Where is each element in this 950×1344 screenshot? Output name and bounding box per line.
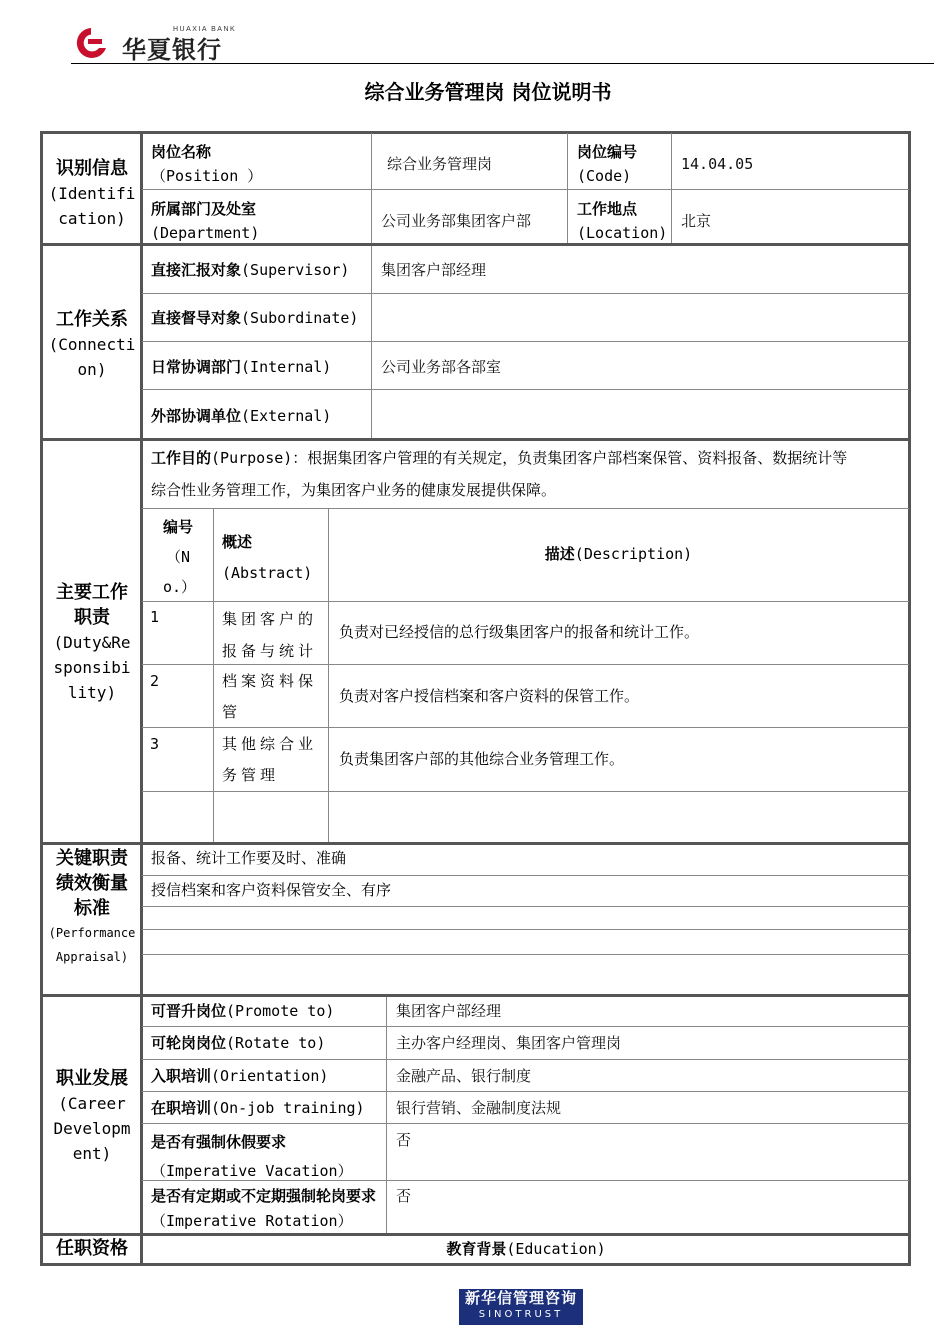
grid-line <box>567 133 568 244</box>
row-label-en: （Imperative Rotation） <box>151 1212 353 1230</box>
grid-line <box>371 133 372 244</box>
section-title: 关键职责绩效衡量标准 <box>56 848 128 919</box>
grid-line <box>142 601 909 602</box>
career-row-rotation <box>151 1184 376 1234</box>
row-label-cn: 是否有定期或不定期强制轮岗要求 <box>151 1187 377 1205</box>
row-label-en: (Orientation) <box>211 1067 329 1085</box>
section-performance <box>44 846 140 969</box>
duty-row-abstract: 集团客户的报备与统计 <box>222 610 318 660</box>
internal-value: 公司业务部各部室 <box>381 358 502 376</box>
document-title: 综合业务管理岗 岗位说明书 <box>364 80 612 104</box>
row-label-cn: 直接督导对象 <box>151 309 242 327</box>
grid-line <box>142 341 909 342</box>
grid-line <box>142 906 909 907</box>
connection-row-internal <box>151 355 331 379</box>
department-label-cn: 所属部门及处室 <box>151 200 257 218</box>
education-cn: 教育背景 <box>446 1240 507 1258</box>
career-row-onjob <box>151 1096 365 1120</box>
position-label-cn: 岗位名称 <box>151 143 212 161</box>
row-label-en: (Promote to) <box>226 1002 335 1020</box>
career-row-vacation <box>151 1128 353 1186</box>
department-label-en: (Department) <box>151 224 260 242</box>
col-header-no <box>146 512 210 602</box>
col-header-no-en: （No.） <box>163 548 197 596</box>
career-row-promote <box>151 999 334 1023</box>
rotate-value: 主办客户经理岗、集团客户管理岗 <box>396 1034 622 1052</box>
sinotrust-logo-cn: 新华信管理咨询 <box>464 1289 577 1307</box>
section-divider <box>140 131 143 1266</box>
orientation-value: 金融产品、银行制度 <box>396 1067 532 1085</box>
position-label-en: （Position ） <box>151 167 263 185</box>
duty-row-abstract: 其他综合业务管理 <box>222 735 318 784</box>
row-label-en: (Internal) <box>241 358 332 376</box>
code-value: 14.04.05 <box>681 155 754 173</box>
row-label-cn: 日常协调部门 <box>151 358 242 376</box>
grid-line <box>328 508 329 842</box>
performance-row: 授信档案和客户资料保管安全、有序 <box>151 881 392 899</box>
col-header-abstract <box>222 527 312 589</box>
grid-line <box>142 929 909 930</box>
section-identification <box>44 156 140 231</box>
section-subtitle: (Performance Appraisal) <box>48 926 136 964</box>
huaxia-bank-logo-icon <box>72 26 110 60</box>
location-value: 北京 <box>681 212 712 230</box>
section-subtitle: (Connection) <box>48 335 136 379</box>
grid-line <box>142 293 909 294</box>
duty-row-no: 1 <box>150 608 160 626</box>
connection-row-subordinate <box>151 306 358 330</box>
supervisor-value: 集团客户部经理 <box>381 261 487 279</box>
duty-row-no: 3 <box>150 735 160 753</box>
sinotrust-logo-en: SINOTRUST <box>478 1309 564 1320</box>
section-connection <box>44 307 140 382</box>
grid-line <box>386 997 387 1233</box>
position-value: 综合业务管理岗 <box>387 155 493 173</box>
grid-line <box>371 246 372 439</box>
row-label-en: （Imperative Vacation） <box>151 1162 353 1180</box>
code-label-en: (Code) <box>577 167 632 185</box>
section-subtitle: (Career Development) <box>53 1094 131 1163</box>
row-label-en: (Supervisor) <box>241 261 350 279</box>
location-label-cn: 工作地点 <box>577 200 638 218</box>
section-title: 职业发展 <box>56 1068 128 1089</box>
section-title: 识别信息 <box>56 158 128 179</box>
duty-row-description: 负责对已经授信的总行级集团客户的报备和统计工作。 <box>339 623 700 641</box>
location-label <box>577 197 667 245</box>
row-label-cn: 在职培训 <box>151 1099 212 1117</box>
department-label <box>151 197 259 245</box>
career-row-orientation <box>151 1064 328 1088</box>
connection-row-supervisor <box>151 258 349 282</box>
grid-line <box>142 1059 909 1060</box>
row-label-cn: 直接汇报对象 <box>151 261 242 279</box>
work-purpose <box>151 442 906 506</box>
grid-line <box>142 1123 909 1124</box>
grid-line <box>142 954 909 955</box>
grid-line <box>142 791 909 792</box>
onjob-value: 银行营销、金融制度法规 <box>396 1099 562 1117</box>
col-header-no-cn: 编号 <box>162 518 193 536</box>
section-duty <box>44 580 140 705</box>
header-rule <box>71 63 934 64</box>
section-title: 任职资格 <box>56 1238 128 1259</box>
duty-row-description: 负责对客户授信档案和客户资料的保管工作。 <box>339 687 640 705</box>
row-label-cn: 可晋升岗位 <box>151 1002 227 1020</box>
col-header-abstract-cn: 概述 <box>222 533 253 551</box>
col-header-abstract-en: (Abstract) <box>222 564 313 582</box>
section-rule <box>43 438 909 441</box>
grid-line <box>142 189 909 190</box>
code-label <box>577 140 637 188</box>
col-header-desc-cn: 描述 <box>544 545 575 563</box>
section-subtitle: (Duty&Responsibility) <box>53 633 131 702</box>
row-label-en: (Subordinate) <box>241 309 359 327</box>
section-subtitle: (Identification) <box>48 184 136 228</box>
duty-row-abstract: 档案资料保管 <box>222 672 318 721</box>
code-label-cn: 岗位编号 <box>577 143 638 161</box>
row-label-cn: 是否有强制休假要求 <box>151 1133 287 1151</box>
row-label-cn: 可轮岗岗位 <box>151 1034 227 1052</box>
duty-row-no: 2 <box>150 672 160 690</box>
row-label-cn: 外部协调单位 <box>151 407 242 425</box>
col-header-description <box>331 542 906 566</box>
rotation-value: 否 <box>396 1187 412 1205</box>
section-title: 主要工作职责 <box>56 582 128 628</box>
promote-value: 集团客户部经理 <box>396 1002 502 1020</box>
grid-line <box>142 1026 909 1027</box>
row-label-en: (On-job training) <box>211 1099 365 1117</box>
section-rule <box>43 994 909 997</box>
grid-line <box>671 133 672 244</box>
section-title: 工作关系 <box>56 309 128 330</box>
purpose-text-line1: 根据集团客户管理的有关规定，负责集团客户部档案保管、资料报备、数据统计等 <box>307 449 848 467</box>
row-label-en: (Rotate to) <box>226 1034 326 1052</box>
grid-line <box>142 875 909 876</box>
education-header <box>143 1237 909 1261</box>
section-qualification <box>44 1236 140 1261</box>
performance-row: 报备、统计工作要及时、准确 <box>151 849 347 867</box>
sinotrust-logo <box>459 1289 583 1325</box>
department-value: 公司业务部集团客户部 <box>381 212 532 230</box>
bank-name-en: HUAXIA BANK <box>173 26 237 33</box>
purpose-label-en: (Purpose)： <box>211 449 308 467</box>
grid-line <box>142 508 909 509</box>
grid-line <box>213 508 214 842</box>
education-en: (Education) <box>506 1240 606 1258</box>
row-label-cn: 入职培训 <box>151 1067 212 1085</box>
section-rule <box>43 842 909 845</box>
bank-name-cn: 华夏银行 <box>122 36 222 64</box>
col-header-desc-en: (Description) <box>574 545 693 563</box>
duty-row-description: 负责集团客户部的其他综合业务管理工作。 <box>339 750 625 768</box>
career-row-rotate <box>151 1031 325 1055</box>
vacation-value: 否 <box>396 1131 412 1149</box>
purpose-text-line2: 综合性业务管理工作，为集团客户业务的健康发展提供保障。 <box>151 481 557 499</box>
position-label <box>151 140 262 188</box>
location-label-en: (Location) <box>577 224 668 242</box>
section-career <box>44 1066 140 1166</box>
grid-line <box>142 389 909 390</box>
connection-row-external <box>151 404 331 428</box>
row-label-en: (External) <box>241 407 332 425</box>
purpose-label-cn: 工作目的 <box>151 449 212 467</box>
grid-line <box>142 1091 909 1092</box>
